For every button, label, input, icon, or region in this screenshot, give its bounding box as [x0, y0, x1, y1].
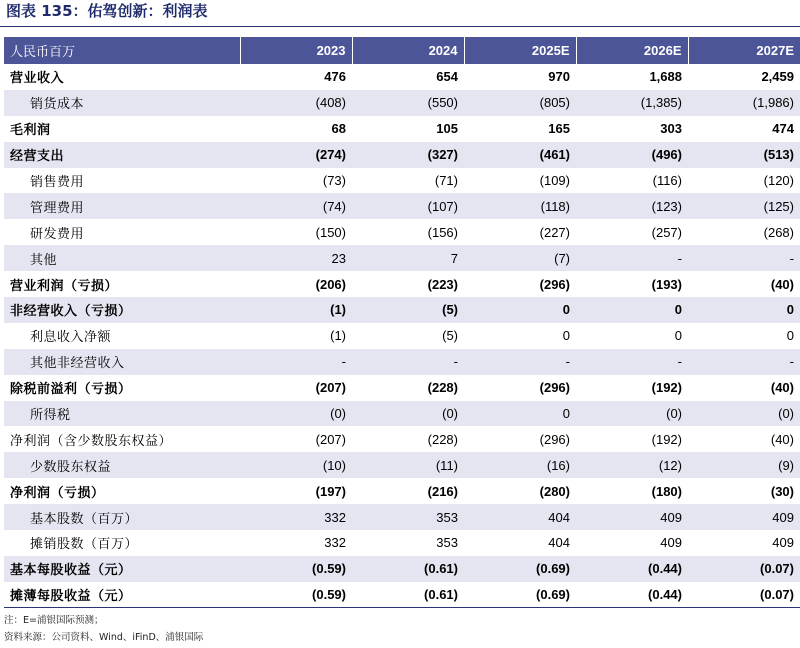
value-cell: (0.69) [464, 582, 576, 608]
value-cell: (116) [652, 173, 682, 188]
value-cell: (73) [322, 173, 346, 188]
value-cell: (1,986) [688, 90, 800, 116]
value-cell: - [464, 349, 576, 375]
value-cell: (206) [315, 276, 346, 292]
value-cell: (0) [576, 401, 688, 427]
value-cell: (71) [434, 173, 458, 188]
table-row [4, 349, 800, 375]
table-row [4, 64, 800, 90]
row-label: 销货成本 [4, 90, 240, 116]
value-cell: (228) [427, 431, 458, 447]
table-row [4, 426, 800, 452]
value-cell: (216) [427, 483, 458, 499]
value-cell: 970 [548, 69, 570, 85]
table-row [4, 452, 800, 478]
header-year-2027e: 2027E [688, 37, 800, 64]
value-cell: (805) [464, 90, 576, 116]
value-cell: 303 [660, 121, 682, 137]
value-cell: - [688, 349, 800, 375]
row-label: 其他非经营收入 [4, 349, 240, 375]
table-row [4, 375, 800, 401]
table-row [4, 323, 800, 349]
value-cell: (257) [651, 224, 682, 240]
value-cell: - [352, 349, 464, 375]
value-cell: (496) [576, 142, 688, 168]
value-cell: (0) [240, 401, 352, 427]
table-row [4, 271, 800, 297]
value-cell: (223) [427, 276, 458, 292]
value-cell: 353 [436, 535, 458, 551]
income-statement-table [4, 37, 800, 608]
value-cell: (192) [651, 431, 682, 447]
value-cell: (11) [352, 452, 464, 478]
value-cell: (125) [688, 193, 800, 219]
value-cell: (280) [539, 483, 570, 499]
value-cell: 332 [240, 504, 352, 530]
value-cell: - [688, 245, 800, 271]
row-label: 营业收入 [10, 71, 65, 87]
value-cell: (513) [688, 142, 800, 168]
value-cell: (0.59) [240, 582, 352, 608]
value-cell: (1) [240, 297, 352, 323]
row-label: 净利润（亏损） [10, 485, 105, 501]
forecast-note: 注：E=浦银国际预测； [4, 615, 104, 626]
table-row [4, 219, 800, 245]
table-row [4, 530, 800, 556]
value-cell: (109) [539, 173, 570, 188]
value-cell: 654 [436, 69, 458, 85]
row-label: 净利润（含少数股东权益） [10, 433, 173, 449]
value-cell: 409 [576, 504, 688, 530]
value-cell: 0 [674, 328, 682, 344]
value-cell: 165 [548, 121, 570, 137]
row-label: 基本每股收益（元） [4, 556, 240, 582]
table-row [4, 142, 800, 168]
value-cell: 476 [324, 69, 346, 85]
value-cell: 68 [331, 121, 346, 137]
value-cell: 23 [240, 245, 352, 271]
value-cell: 7 [352, 245, 464, 271]
source-note: 资料来源：公司资料、Wind、iFinD、浦银国际 [4, 632, 204, 643]
row-label: 摊销股数（百万） [30, 537, 139, 553]
value-cell: 0 [576, 297, 688, 323]
value-cell: (120) [763, 173, 794, 188]
row-label: 非经营收入（亏损） [4, 297, 240, 323]
value-cell: (7) [464, 245, 576, 271]
value-cell: (123) [576, 193, 688, 219]
row-label: 销售费用 [30, 175, 85, 190]
value-cell: (74) [240, 193, 352, 219]
value-cell: (408) [240, 90, 352, 116]
value-cell: (10) [240, 452, 352, 478]
page-title: 图表 135：佑驾创新：利润表 [6, 2, 208, 20]
table-row [4, 556, 800, 582]
row-label: 营业利润（亏损） [10, 278, 119, 294]
value-cell: (0.61) [352, 556, 464, 582]
value-cell: (0.44) [576, 556, 688, 582]
row-label: 所得税 [4, 401, 240, 427]
value-cell: (9) [688, 452, 800, 478]
value-cell: (1,385) [576, 90, 688, 116]
row-label: 其他 [4, 245, 240, 271]
value-cell: (274) [240, 142, 352, 168]
value-cell: (156) [427, 224, 458, 240]
value-cell: (207) [315, 380, 346, 396]
header-year-2026e: 2026E [576, 37, 688, 64]
value-cell: (150) [315, 224, 346, 240]
value-cell: (193) [651, 276, 682, 292]
value-cell: 409 [688, 504, 800, 530]
value-cell: 409 [772, 535, 794, 551]
value-cell: 105 [436, 121, 458, 137]
value-cell: 0 [562, 328, 570, 344]
value-cell: (296) [539, 431, 570, 447]
value-cell: (0.69) [464, 556, 576, 582]
value-cell: (207) [315, 431, 346, 447]
value-cell: (327) [352, 142, 464, 168]
row-label: 经营支出 [4, 142, 240, 168]
row-label: 研发费用 [30, 226, 85, 242]
value-cell: (180) [651, 483, 682, 499]
value-cell: (192) [651, 380, 682, 396]
value-cell: - [576, 245, 688, 271]
value-cell: (40) [770, 431, 794, 447]
value-cell: 0 [464, 297, 576, 323]
value-cell: (228) [427, 380, 458, 396]
value-cell: (40) [770, 276, 794, 292]
value-cell: 1,688 [649, 69, 682, 85]
value-cell: (0.59) [240, 556, 352, 582]
table-row [4, 193, 800, 219]
value-cell: - [240, 349, 352, 375]
value-cell: (0.44) [576, 582, 688, 608]
value-cell: (5) [352, 297, 464, 323]
value-cell: 353 [352, 504, 464, 530]
value-cell: (1) [330, 328, 346, 344]
value-cell: 409 [660, 535, 682, 551]
row-label: 少数股东权益 [4, 452, 240, 478]
row-label: 利息收入净额 [30, 330, 112, 346]
table-row [4, 582, 800, 608]
value-cell: 0 [464, 401, 576, 427]
value-cell: 474 [772, 121, 794, 137]
header-year-2023: 2023 [240, 37, 352, 64]
table-row [4, 168, 800, 194]
table-row [4, 478, 800, 504]
value-cell: (0) [352, 401, 464, 427]
value-cell: (5) [442, 328, 458, 344]
table-row [4, 504, 800, 530]
value-cell: (0) [688, 401, 800, 427]
value-cell: (268) [763, 224, 794, 240]
value-cell: - [576, 349, 688, 375]
row-label: 除税前溢利（亏损） [10, 382, 132, 398]
value-cell: 404 [464, 504, 576, 530]
value-cell: 0 [786, 328, 794, 344]
title-divider [0, 26, 800, 27]
table-row [4, 116, 800, 142]
value-cell: (12) [576, 452, 688, 478]
value-cell: (40) [770, 380, 794, 396]
table-row [4, 401, 800, 427]
value-cell: (550) [352, 90, 464, 116]
table-row [4, 245, 800, 271]
row-label: 毛利润 [10, 123, 51, 139]
value-cell: (0.07) [688, 556, 800, 582]
value-cell: (296) [539, 380, 570, 396]
value-cell: (16) [464, 452, 576, 478]
value-cell: (0.61) [352, 582, 464, 608]
value-cell: (118) [464, 193, 576, 219]
value-cell: 332 [324, 535, 346, 551]
value-cell: (30) [770, 483, 794, 499]
header-year-2024: 2024 [352, 37, 464, 64]
row-label: 基本股数（百万） [4, 504, 240, 530]
row-label: 管理费用 [4, 193, 240, 219]
value-cell: (296) [539, 276, 570, 292]
table-row [4, 90, 800, 116]
table-row [4, 297, 800, 323]
value-cell: 404 [548, 535, 570, 551]
value-cell: (0.07) [688, 582, 800, 608]
value-cell: (461) [464, 142, 576, 168]
row-label: 摊薄每股收益（元） [4, 582, 240, 608]
value-cell: (227) [539, 224, 570, 240]
value-cell: (107) [352, 193, 464, 219]
header-label-unit: 人民币百万 [4, 37, 240, 64]
header-year-2025e: 2025E [464, 37, 576, 64]
table-header-row [4, 37, 800, 64]
value-cell: (197) [315, 483, 346, 499]
value-cell: 2,459 [761, 69, 794, 85]
value-cell: 0 [688, 297, 800, 323]
